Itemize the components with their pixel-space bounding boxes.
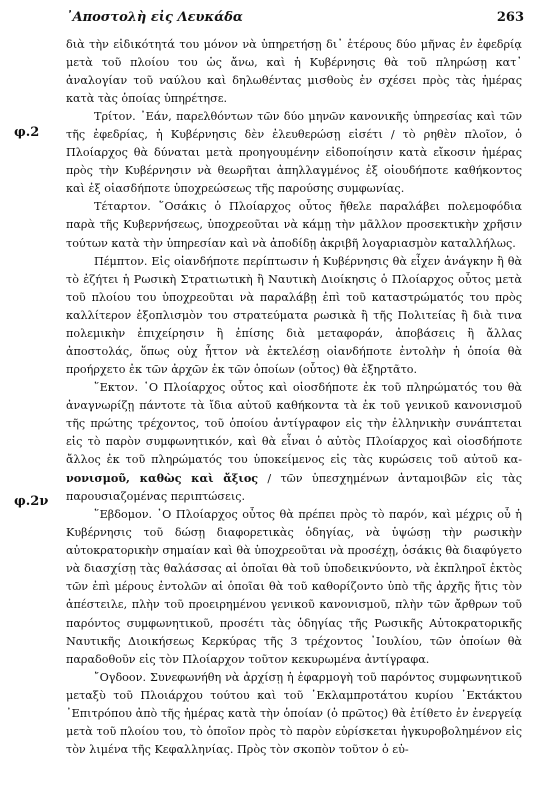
page-number: 263	[496, 10, 524, 25]
paragraph-text: / τῶν ὑπεσχημένων ἀνταμοιβῶν εἰς τὰς παρουσιαζομένας περιπτώσεις.	[66, 472, 522, 504]
paragraph: Τέταρτον. ῞Οσάκις ὁ Πλοίαρχος οὗτος ἤθελε παραλάβει πολεμοφόδια παρὰ τῆς Κυβερνήσεως, ὑποχρεοῦται νὰ κάμῃ τὴν μᾶλλον προσεκτικὴν χρῆσιν τούτων κατὰ τὴν ὑπηρεσίαν καὶ νὰ ἀποδίδῃ ἀκριβῆ λογαριασμὸν καταλλήλως.	[66, 200, 522, 250]
body-text	[66, 36, 522, 759]
paragraph: ῎Ογδοον. Συνεφωνήθη νὰ ἀρχίσῃ ἡ ἐφαρμογὴ τοῦ παρόντος συμφωνητικοῦ μεταξὺ τοῦ Πλοιάρχου τούτου καὶ τοῦ ᾿Εκλαμπροτάτου κυρίου ᾿Εκτάκτου ᾿Επιτρόπου ἀπὸ τῆς ἡμέρας κατὰ τὴν ὁποίαν (ὁ πρῶτος) θὰ ἐτίθετο ἐν ἐνεργείᾳ μετὰ τοῦ πλοίου του, τὸ ὁποῖον πρὸς τὸ παρὸν εὑρίσκεται ἠγκυροβολημένον εἰς τὸν λιμένα τῆς Κεφαλληνίας. Πρὸς τὸν σκοπὸν τοῦτον ὁ εὐ-	[66, 670, 522, 756]
paragraph: Πέμπτον. Εἰς οἱανδήποτε περίπτωσιν ἡ Κυβέρνησις θὰ εἶχεν ἀνάγκην ἢ θὰ τὸ ἐζήτει ἡ Ρωσικὴ Στρατιωτικὴ ἢ Ναυτικὴ Διοίκησις ὁ Πλοίαρχος οὗτος μετὰ τοῦ πλοίου του ὑποχρεοῦται νὰ παραλάβῃ ἐπὶ τοῦ καταστρώματός του πρὸς καλλίτερον ἐξοπλισμὸν του στρατεύματα ρωσικὰ ἢ τῆς Πολιτείας ἢ διὰ τινα πολεμικὴν ἐπιχείρησιν ἢ ἐπίσης διὰ μεταφοράν, ἀποβάσεις ἢ ἄλλας ἀποστολάς, ὅπως οὐχ ἧττον νὰ ἐκτελέσῃ οἱανδήποτε ἐντολὴν ἡ ὁποία θὰ προήρχετο ἐκ τῶν ἀρχῶν ἐκ τῶν ὁποίων (οὗτος) θὰ ἐξηρτᾶτο.	[66, 254, 522, 376]
paragraph: ῞Εβδομον. ῾Ο Πλοίαρχος οὗτος θὰ πρέπει πρὸς τὸ παρόν, καὶ μέχρις οὗ ἡ Κυβέρνησις τοῦ δώσῃ διαφορετικὰς ὁδηγίας, νὰ ὑψώσῃ τὴν ρωσικὴν αὐτοκρατορικὴν σημαίαν καὶ θὰ ὑποχρεοῦται νὰ προσέχῃ, ὁσάκις θὰ διαφύγετο νὰ διασχίσῃ τὰς θαλάσσας αἱ ὁποῖαι θὰ τοῦ ὑποδεικνύοντο, νὰ ἐκπληροῖ ἐκτὸς τῶν ἐπὶ μέρους ἐντολῶν αἱ ὁποῖαι θὰ τοῦ καθορίζοντο ὑπὸ τῆς ἀρχῆς ἥτις τὸν ἀπέστειλε, πλὴν τοῦ προειρημένου γενικοῦ κανονισμοῦ, πλὴν τῶν ἄρθρων τοῦ παρόντος συμφωνητικοῦ, προσέτι τὰς ὁδηγίας τῆς Ρωσικῆς Αὐτοκρατορικῆς Ναυτικῆς Διοικήσεως Κερκύρας τῆς 3 τρέχοντος ᾿Ιουλίου, τῶν ὁποίων θὰ παραδοθοῦν εἰς τὸν Πλοίαρχον τοῦτον κεκυρωμένα ἀντίγραφα.	[66, 508, 522, 666]
bold-text: νονισμοῦ, καθὼς καὶ ἄξιος	[66, 471, 259, 486]
running-header	[66, 10, 524, 30]
folio-marker: φ.2	[14, 125, 40, 140]
paragraph-text: ῞Εκτον. ῾Ο Πλοίαρχος οὗτος καὶ οἱοσδήποτε ἐκ τοῦ πληρώματός του θὰ ἀναγνωρίζῃ πάντοτε τὰ ἴδια αὐτοῦ καθήκοντα τὰ ἐκ τοῦ γενικοῦ κανονισμοῦ τῆς πρώτης τρέχοντος, τοῦ ὁποίου ἀντίγραφον εἰς τὴν ἑλληνικὴν συνάπτεται εἰς τὸ παρὸν συμφωνητικόν, καὶ θὰ εἶναι ὁ αὐτὸς Πλοίαρχος καὶ οἱοσδήποτε ἄλλος ἐκ τοῦ πληρώματός του ὑποκείμενος εἰς τὰς κυρώσεις τοῦ αὐτοῦ κα-	[66, 380, 522, 467]
running-title: ᾿Αποστολὴ εἰς Λευκάδα	[66, 10, 243, 25]
paragraph: διὰ τὴν εἰδικότητά του μόνον νὰ ὑπηρετήσῃ δι᾿ ἑτέρους δύο μῆνας ἐν ἐφεδρίᾳ μετὰ τοῦ πλοίου του ὡς ἄνω, καὶ ἡ Κυβέρνησις θὰ τοῦ πληρώσῃ κατ᾿ ἀναλογίαν τοῦ ναύλου καὶ δηλωθέντας μισθοὺς ἐν σχέσει πρὸς τὰς ἡμέρας κατὰ τὰς ὁποίας ὑπηρέτησε.	[66, 38, 522, 106]
paragraph	[66, 379, 522, 506]
folio-marker: φ.2ν	[14, 494, 49, 509]
paragraph: Τρίτον. ᾿Εάν, παρελθόντων τῶν δύο μηνῶν κανονικῆς ὑπηρεσίας καὶ τῶν τῆς ἐφεδρίας, ἡ Κυβέρνησις δὲν ἐλευθερώσῃ εἰσέτι / τὸ ρηθὲν πλοῖον, ὁ Πλοίαρχος θὰ δύναται μετὰ προηγουμένην εἰδοποίησιν κατὰ εἴκοσιν ἡμέρας πρὸς τὴν Κυβέρνησιν νὰ θεωρῆται ἀπηλλαγμένος ἐξ οἱουδήποτε καθήκοντος καὶ ἐξ οἱασδήποτε ὑποχρεώσεως τῆς παρούσης συμφωνίας.	[66, 110, 522, 196]
